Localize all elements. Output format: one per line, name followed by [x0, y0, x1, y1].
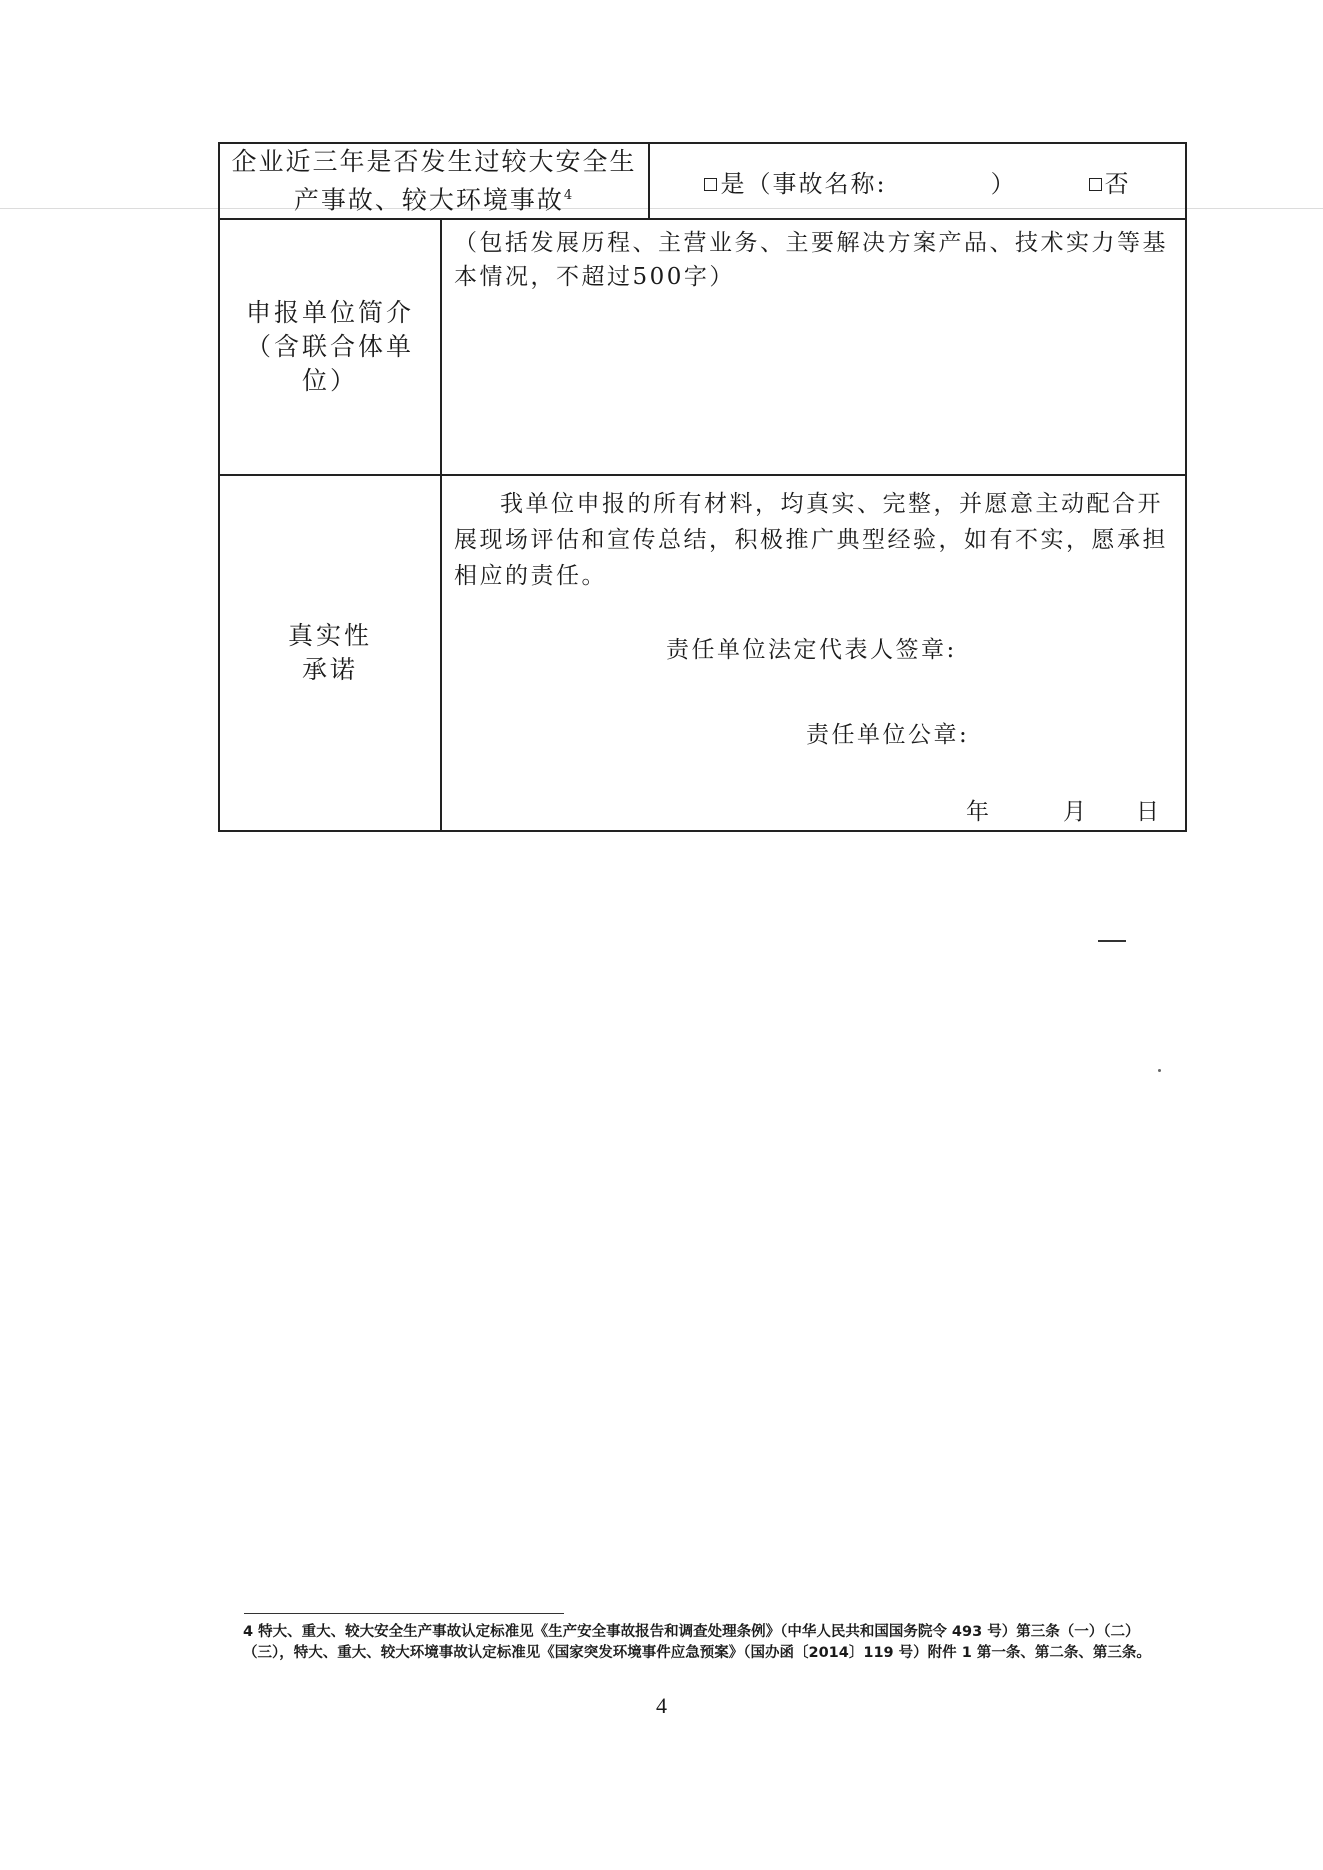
commitment-label-line2: 承诺 [301, 655, 358, 684]
page-number: 4 [656, 1693, 667, 1718]
commitment-label-cell [219, 475, 441, 831]
accident-answer-cell [649, 143, 1186, 219]
legal-rep-signature-label: 责任单位法定代表人签章: [666, 637, 957, 663]
commitment-text: 我单位申报的所有材料，均真实、完整，并愿意主动配合开展现场评估和宣传总结，积极推广典型经验，如有不实，愿承担相应的责任。 [454, 491, 1168, 589]
yes-option-label: 是（事故名称: [720, 169, 887, 198]
scan-dash-mark [1098, 940, 1126, 942]
commitment-row [219, 475, 1186, 831]
intro-label-cell [219, 219, 441, 475]
footnote-ref: 4 [563, 187, 575, 203]
unit-seal-label: 责任单位公章: [806, 722, 970, 748]
commitment-label-line1: 真实性 [287, 621, 372, 650]
intro-label: 申报单位简介（含联合体单位） [245, 298, 414, 395]
intro-row [219, 219, 1186, 475]
intro-input-cell[interactable] [441, 219, 1186, 475]
no-checkbox[interactable] [1089, 178, 1102, 191]
date-year: 年 [966, 799, 990, 825]
date-line [966, 793, 1159, 826]
application-form-table [218, 142, 1187, 832]
footnote-text: 4 特大、重大、较大安全生产事故认定标准见《生产安全事故报告和调查处理条例》（中华人民共和国国务院令 493 号）第三条（一）（二）（三），特大、重大、较大环境事故认定标准见《国家突发环境事件应急预案》（国办函〔2014〕119 号）附件 1 第一条、第二条、第三条。 [243, 1624, 1151, 1661]
no-option-label: 否 [1104, 169, 1131, 198]
date-month: 月 [1063, 799, 1087, 825]
accident-row [219, 143, 1186, 219]
accident-question-cell [219, 143, 649, 219]
commitment-content-cell [441, 475, 1186, 831]
scan-dot-mark [1158, 1069, 1161, 1072]
date-day: 日 [1136, 799, 1160, 825]
yes-option-close: ） [990, 169, 1017, 198]
intro-hint-text: （包括发展历程、主营业务、主要解决方案产品、技术实力等基本情况，不超过500字） [454, 230, 1168, 290]
footnote-separator [244, 1613, 564, 1614]
yes-checkbox[interactable] [704, 178, 717, 191]
accident-question-label: 企业近三年是否发生过较大安全生产事故、较大环境事故$^4$ [231, 146, 637, 215]
